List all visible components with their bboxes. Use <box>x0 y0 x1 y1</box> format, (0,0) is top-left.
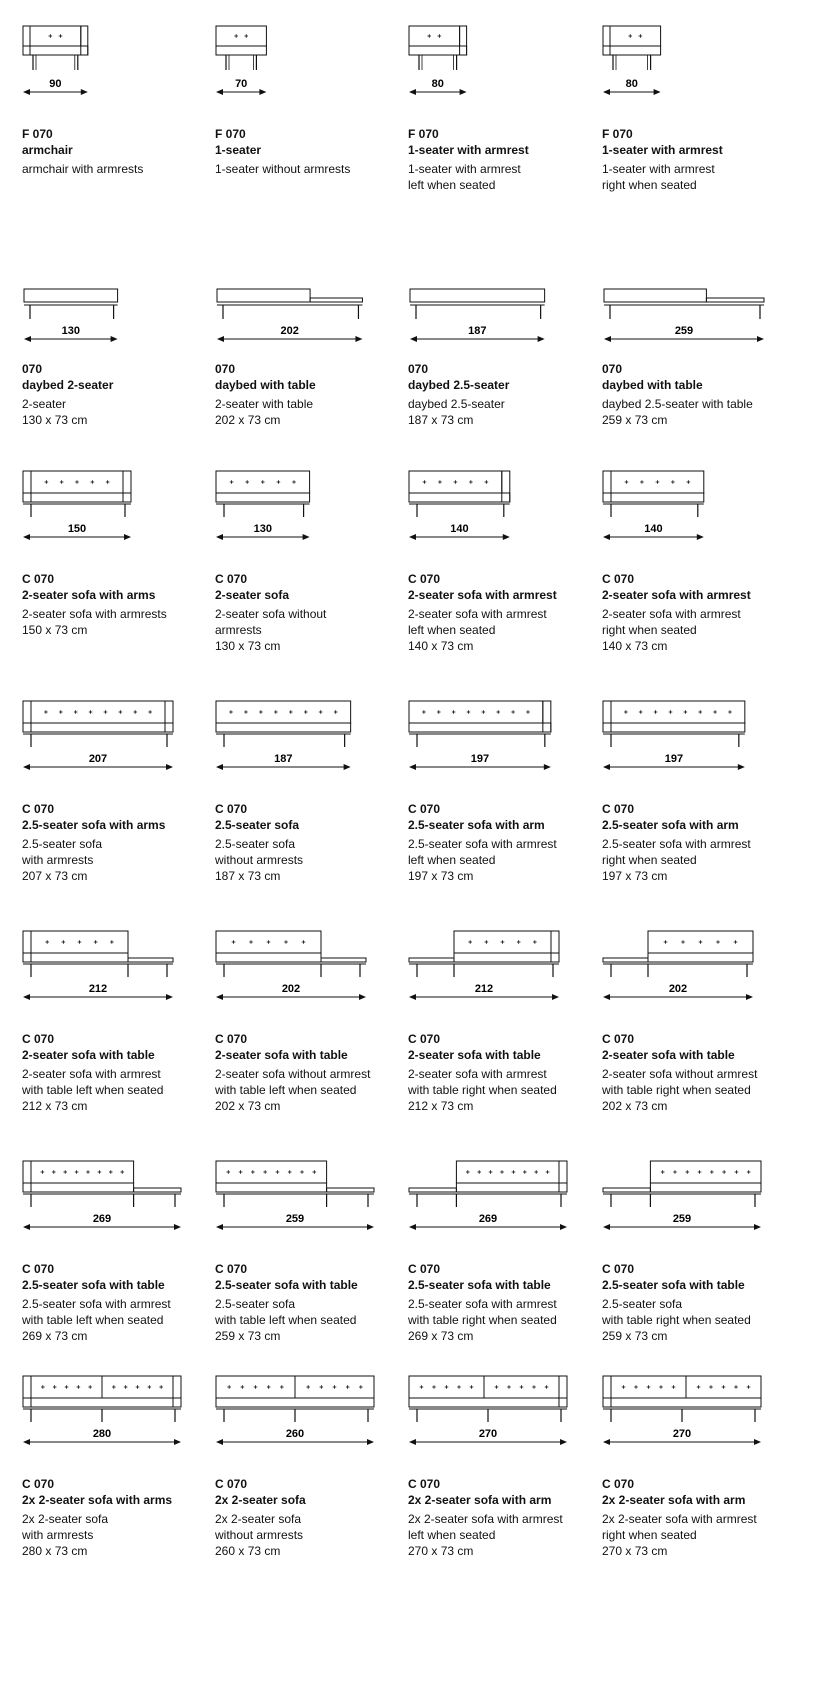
product-caption <box>602 571 792 654</box>
furniture-drawing <box>409 931 559 977</box>
dimension-label: 260 <box>285 1428 305 1440</box>
product-description: with table right when seated <box>602 1083 751 1097</box>
product-name: 2x 2-seater sofa with arms <box>22 1493 173 1507</box>
product-name: daybed with table <box>215 378 316 392</box>
product-description: with table left when seated <box>22 1083 164 1097</box>
product-item <box>602 18 802 248</box>
product-item <box>408 1153 608 1383</box>
dimension-line <box>603 1213 761 1230</box>
product-item <box>602 463 802 693</box>
product-caption <box>22 1261 212 1344</box>
dimension-line <box>603 753 745 770</box>
dimension-line <box>409 523 510 540</box>
product-diagram <box>602 253 802 343</box>
product-description: with table left when seated <box>215 1313 357 1327</box>
product-diagram <box>602 1153 802 1243</box>
dimension-label: 259 <box>674 325 694 337</box>
product-name: 2-seater sofa with armrest <box>408 588 557 602</box>
product-description: 2x 2-seater sofa <box>215 1512 302 1526</box>
dimension-label: 80 <box>431 78 444 90</box>
dimension-line <box>409 753 551 770</box>
product-code: C 070 <box>408 1032 441 1046</box>
product-caption <box>215 801 405 884</box>
product-item <box>602 1153 802 1383</box>
product-caption <box>215 1031 405 1114</box>
furniture-drawing <box>603 471 704 517</box>
product-description: with table right when seated <box>408 1083 557 1097</box>
product-item <box>602 253 802 483</box>
product-item <box>215 693 415 923</box>
product-item <box>215 253 415 483</box>
product-description: 1-seater without armrests <box>215 162 351 176</box>
product-description: 2-seater sofa without <box>215 607 327 621</box>
product-name: armchair <box>22 143 73 157</box>
product-diagram <box>602 923 802 1013</box>
dimension-label: 212 <box>474 983 494 995</box>
product-description: 2.5-seater sofa with armrest <box>22 1297 171 1311</box>
product-code: F 070 <box>602 127 633 141</box>
product-item <box>408 18 608 248</box>
product-size: 259 x 73 cm <box>602 1329 668 1343</box>
product-name: 2.5-seater sofa <box>215 818 300 832</box>
product-size: 259 x 73 cm <box>602 413 668 427</box>
product-item <box>22 253 222 483</box>
product-description: with table right when seated <box>602 1313 751 1327</box>
product-description: 2-seater sofa with armrest <box>22 1067 161 1081</box>
dimension-label: 187 <box>274 753 293 765</box>
product-code: C 070 <box>215 1262 248 1276</box>
dimension-label: 130 <box>253 523 272 535</box>
product-description: 2.5-seater sofa with armrest <box>408 1297 557 1311</box>
product-code: C 070 <box>602 1477 635 1491</box>
product-description: right when seated <box>602 623 697 637</box>
product-description: 2-seater with table <box>215 397 314 411</box>
product-size: 130 x 73 cm <box>22 413 88 427</box>
product-description: 2.5-seater sofa with armrest <box>602 837 751 851</box>
product-item <box>602 1368 802 1598</box>
product-size: 197 x 73 cm <box>408 869 474 883</box>
product-item <box>22 693 222 923</box>
product-name: daybed with table <box>602 378 703 392</box>
product-description: without armrests <box>215 1528 304 1542</box>
product-caption <box>602 1261 792 1344</box>
product-size: 140 x 73 cm <box>408 639 474 653</box>
product-description: 2-seater sofa with armrest <box>408 607 547 621</box>
product-caption <box>215 571 405 654</box>
dimension-label: 270 <box>672 1428 692 1440</box>
product-name: 2.5-seater sofa with table <box>22 1278 165 1292</box>
product-description: 1-seater with armrest <box>408 162 521 176</box>
furniture-drawing <box>23 471 131 517</box>
dimension-label: 270 <box>478 1428 498 1440</box>
furniture-drawing <box>409 701 551 747</box>
product-name: 2-seater sofa with armrest <box>602 588 751 602</box>
dimension-line <box>216 753 351 770</box>
product-diagram <box>22 1153 222 1243</box>
dimension-label: 202 <box>668 983 688 995</box>
furniture-drawing <box>603 1161 761 1207</box>
product-diagram <box>408 253 608 343</box>
dimension-label: 197 <box>470 753 490 765</box>
dimension-label: 70 <box>235 78 248 90</box>
dimension-line <box>603 1428 761 1445</box>
product-caption <box>215 1261 405 1344</box>
product-size: 202 x 73 cm <box>215 1099 281 1113</box>
product-description: with table left when seated <box>22 1313 164 1327</box>
product-diagram <box>408 1153 608 1243</box>
product-description: 2x 2-seater sofa <box>22 1512 109 1526</box>
product-caption <box>602 801 792 884</box>
product-item <box>215 463 415 693</box>
product-caption <box>602 361 792 428</box>
dimension-line <box>409 1428 567 1445</box>
product-diagram <box>408 463 608 553</box>
product-name: 2.5-seater sofa with arm <box>602 818 739 832</box>
product-size: 259 x 73 cm <box>215 1329 281 1343</box>
product-size: 269 x 73 cm <box>22 1329 88 1343</box>
product-caption <box>408 1476 598 1559</box>
product-item <box>602 693 802 923</box>
product-diagram <box>22 1368 222 1458</box>
product-size: 270 x 73 cm <box>408 1544 474 1558</box>
dimension-label: 202 <box>280 325 299 337</box>
dimension-line <box>603 983 753 1000</box>
product-size: 269 x 73 cm <box>408 1329 474 1343</box>
product-caption <box>408 126 598 193</box>
product-item <box>408 693 608 923</box>
product-code: C 070 <box>22 802 55 816</box>
product-name: 1-seater <box>215 143 262 157</box>
product-name: 2-seater sofa with table <box>408 1048 541 1062</box>
furniture-drawing <box>409 26 467 70</box>
product-description: left when seated <box>408 1528 496 1542</box>
product-code: C 070 <box>215 1477 248 1491</box>
product-description: with table right when seated <box>408 1313 557 1327</box>
product-code: C 070 <box>215 1032 248 1046</box>
product-description: 2.5-seater sofa <box>215 1297 296 1311</box>
product-description: armrests <box>215 623 262 637</box>
product-caption <box>408 1261 598 1344</box>
dimension-label: 90 <box>49 78 62 90</box>
product-item <box>22 923 222 1153</box>
product-item <box>215 923 415 1153</box>
dimension-label: 259 <box>672 1213 692 1225</box>
product-description: daybed 2.5-seater <box>408 397 505 411</box>
product-caption <box>22 571 212 638</box>
product-code: C 070 <box>602 1262 635 1276</box>
product-size: 187 x 73 cm <box>408 413 474 427</box>
product-diagram <box>408 693 608 783</box>
dimension-label: 80 <box>625 78 638 90</box>
product-caption <box>602 126 792 193</box>
product-description: right when seated <box>602 853 697 867</box>
product-name: 2-seater sofa with table <box>215 1048 348 1062</box>
product-description: right when seated <box>602 178 697 192</box>
product-item <box>215 1153 415 1383</box>
product-diagram <box>602 18 802 108</box>
product-caption <box>408 801 598 884</box>
product-caption <box>602 1476 792 1559</box>
product-name: 2x 2-seater sofa with arm <box>602 1493 746 1507</box>
product-size: 260 x 73 cm <box>215 1544 281 1558</box>
product-caption <box>22 126 212 177</box>
dimension-line <box>409 78 467 95</box>
dimension-label: 140 <box>450 523 469 535</box>
product-caption <box>408 361 598 428</box>
product-size: 202 x 73 cm <box>602 1099 668 1113</box>
product-size: 212 x 73 cm <box>22 1099 88 1113</box>
product-code: C 070 <box>215 802 248 816</box>
product-diagram <box>22 253 222 343</box>
product-code: 070 <box>408 362 429 376</box>
product-code: C 070 <box>408 802 441 816</box>
product-code: 070 <box>22 362 43 376</box>
dimension-line <box>604 325 764 342</box>
product-size: 187 x 73 cm <box>215 869 281 883</box>
product-size: 130 x 73 cm <box>215 639 281 653</box>
product-description: 2-seater sofa with armrest <box>602 607 741 621</box>
furniture-drawing <box>604 289 764 319</box>
product-name: 2-seater sofa with table <box>602 1048 735 1062</box>
furniture-drawing <box>216 1376 374 1422</box>
product-diagram <box>215 463 415 553</box>
product-diagram <box>602 463 802 553</box>
product-size: 207 x 73 cm <box>22 869 88 883</box>
product-size: 212 x 73 cm <box>408 1099 474 1113</box>
product-description: 2-seater sofa with armrest <box>408 1067 547 1081</box>
product-description: 2.5-seater sofa <box>22 837 103 851</box>
product-diagram <box>408 18 608 108</box>
dimension-line <box>217 325 362 342</box>
product-description: daybed 2.5-seater with table <box>602 397 753 411</box>
furniture-drawing <box>603 1376 761 1422</box>
product-code: C 070 <box>408 1477 441 1491</box>
product-name: 2.5-seater sofa with arm <box>408 818 545 832</box>
product-description: 2-seater sofa without armrest <box>602 1067 758 1081</box>
dimension-label: 130 <box>61 325 80 337</box>
product-item <box>408 1368 608 1598</box>
product-caption <box>22 1476 212 1559</box>
product-item <box>22 463 222 693</box>
dimension-line <box>409 1213 567 1230</box>
dimension-line <box>603 78 661 95</box>
product-code: C 070 <box>22 1032 55 1046</box>
product-name: 1-seater with armrest <box>408 143 529 157</box>
product-name: 2x 2-seater sofa <box>215 1493 306 1507</box>
product-description: 2-seater <box>22 397 67 411</box>
product-diagram <box>408 1368 608 1458</box>
product-code: C 070 <box>602 1032 635 1046</box>
dimension-line <box>409 983 559 1000</box>
product-diagram <box>22 18 222 108</box>
product-code: C 070 <box>22 1262 55 1276</box>
product-name: 1-seater with armrest <box>602 143 723 157</box>
dimension-line <box>23 1213 181 1230</box>
product-description: 2.5-seater sofa <box>215 837 296 851</box>
dimension-label: 187 <box>468 325 487 337</box>
product-item <box>22 1368 222 1598</box>
dimension-label: 269 <box>92 1213 112 1225</box>
product-caption <box>215 361 405 428</box>
product-description: 2.5-seater sofa <box>602 1297 683 1311</box>
furniture-drawing <box>216 931 366 977</box>
product-name: 2.5-seater sofa with arms <box>22 818 166 832</box>
furniture-drawing <box>410 289 545 319</box>
product-name: daybed 2-seater <box>22 378 114 392</box>
furniture-drawing <box>23 26 88 70</box>
product-diagram <box>22 693 222 783</box>
furniture-drawing <box>23 931 173 977</box>
product-caption <box>215 1476 405 1559</box>
product-name: daybed 2.5-seater <box>408 378 510 392</box>
product-description: 1-seater with armrest <box>602 162 715 176</box>
furniture-drawing <box>216 471 310 517</box>
product-diagram <box>215 18 415 108</box>
product-diagram <box>22 923 222 1013</box>
product-size: 197 x 73 cm <box>602 869 668 883</box>
product-diagram <box>602 1368 802 1458</box>
product-code: C 070 <box>215 572 248 586</box>
product-caption <box>22 361 212 428</box>
furniture-drawing <box>409 1161 567 1207</box>
product-code: C 070 <box>602 802 635 816</box>
product-size: 140 x 73 cm <box>602 639 668 653</box>
product-name: 2.5-seater sofa with table <box>602 1278 745 1292</box>
product-code: C 070 <box>602 572 635 586</box>
dimension-line <box>23 1428 181 1445</box>
furniture-drawing <box>24 289 118 319</box>
furniture-drawing <box>409 1376 567 1422</box>
product-diagram <box>215 253 415 343</box>
product-code: F 070 <box>215 127 246 141</box>
dimension-line <box>24 325 118 342</box>
product-caption <box>215 126 405 177</box>
product-diagram <box>215 1153 415 1243</box>
product-code: C 070 <box>22 572 55 586</box>
product-name: 2-seater sofa <box>215 588 290 602</box>
dimension-label: 280 <box>92 1428 112 1440</box>
product-item <box>408 463 608 693</box>
dimension-label: 212 <box>88 983 108 995</box>
product-description: left when seated <box>408 623 496 637</box>
furniture-drawing <box>409 471 510 517</box>
product-item <box>22 1153 222 1383</box>
product-size: 280 x 73 cm <box>22 1544 88 1558</box>
product-description: 2-seater sofa with armrests <box>22 607 167 621</box>
product-code: 070 <box>602 362 623 376</box>
dimension-line <box>23 523 131 540</box>
product-description: right when seated <box>602 1528 697 1542</box>
product-diagram <box>215 693 415 783</box>
dimension-label: 207 <box>88 753 108 765</box>
dimension-label: 150 <box>67 523 87 535</box>
product-description: 2x 2-seater sofa with armrest <box>408 1512 563 1526</box>
product-description: without armrests <box>215 853 304 867</box>
dimension-line <box>23 983 173 1000</box>
product-item <box>215 1368 415 1598</box>
dimension-line <box>410 325 545 342</box>
dimension-line <box>216 983 366 1000</box>
product-diagram <box>215 923 415 1013</box>
product-diagram <box>22 463 222 553</box>
product-name: 2-seater sofa with table <box>22 1048 155 1062</box>
product-caption <box>22 1031 212 1114</box>
product-description: 2-seater sofa without armrest <box>215 1067 371 1081</box>
product-caption <box>22 801 212 884</box>
furniture-drawing <box>216 1161 374 1207</box>
product-item <box>602 923 802 1153</box>
product-size: 270 x 73 cm <box>602 1544 668 1558</box>
dimension-label: 259 <box>285 1213 305 1225</box>
dimension-label: 202 <box>281 983 301 995</box>
furniture-drawing <box>23 1376 181 1422</box>
product-description: left when seated <box>408 853 496 867</box>
furniture-drawing <box>217 289 362 319</box>
product-code: C 070 <box>22 1477 55 1491</box>
product-description: left when seated <box>408 178 496 192</box>
product-code: C 070 <box>408 572 441 586</box>
product-code: 070 <box>215 362 236 376</box>
product-description: with table left when seated <box>215 1083 357 1097</box>
product-caption <box>408 1031 598 1114</box>
furniture-drawing <box>603 26 661 70</box>
furniture-drawing <box>216 701 351 747</box>
product-item <box>22 18 222 248</box>
furniture-drawing <box>603 701 745 747</box>
product-item <box>408 253 608 483</box>
product-item <box>215 18 415 248</box>
product-size: 202 x 73 cm <box>215 413 281 427</box>
product-name: 2.5-seater sofa with table <box>408 1278 551 1292</box>
product-caption <box>408 571 598 654</box>
furniture-drawing <box>603 931 753 977</box>
product-name: 2x 2-seater sofa with arm <box>408 1493 552 1507</box>
product-description: with armrests <box>22 853 94 867</box>
dimension-label: 140 <box>644 523 663 535</box>
product-name: 2-seater sofa with arms <box>22 588 156 602</box>
dimension-label: 197 <box>664 753 684 765</box>
product-diagram <box>602 693 802 783</box>
dimension-line <box>216 78 266 95</box>
dimension-line <box>216 1428 374 1445</box>
furniture-drawing <box>216 26 266 70</box>
product-description: with armrests <box>22 1528 94 1542</box>
product-diagram <box>408 923 608 1013</box>
product-code: F 070 <box>22 127 53 141</box>
product-item <box>408 923 608 1153</box>
product-code: F 070 <box>408 127 439 141</box>
dimension-line <box>216 1213 374 1230</box>
product-code: C 070 <box>408 1262 441 1276</box>
furniture-drawing <box>23 701 173 747</box>
product-description: armchair with armrests <box>22 162 144 176</box>
dimension-line <box>216 523 310 540</box>
dimension-line <box>23 78 88 95</box>
furniture-drawing <box>23 1161 181 1207</box>
product-size: 150 x 73 cm <box>22 623 88 637</box>
dimension-line <box>23 753 173 770</box>
dimension-line <box>603 523 704 540</box>
product-diagram <box>215 1368 415 1458</box>
product-name: 2.5-seater sofa with table <box>215 1278 358 1292</box>
product-description: 2.5-seater sofa with armrest <box>408 837 557 851</box>
product-caption <box>602 1031 792 1114</box>
product-description: 2x 2-seater sofa with armrest <box>602 1512 757 1526</box>
dimension-label: 269 <box>478 1213 498 1225</box>
